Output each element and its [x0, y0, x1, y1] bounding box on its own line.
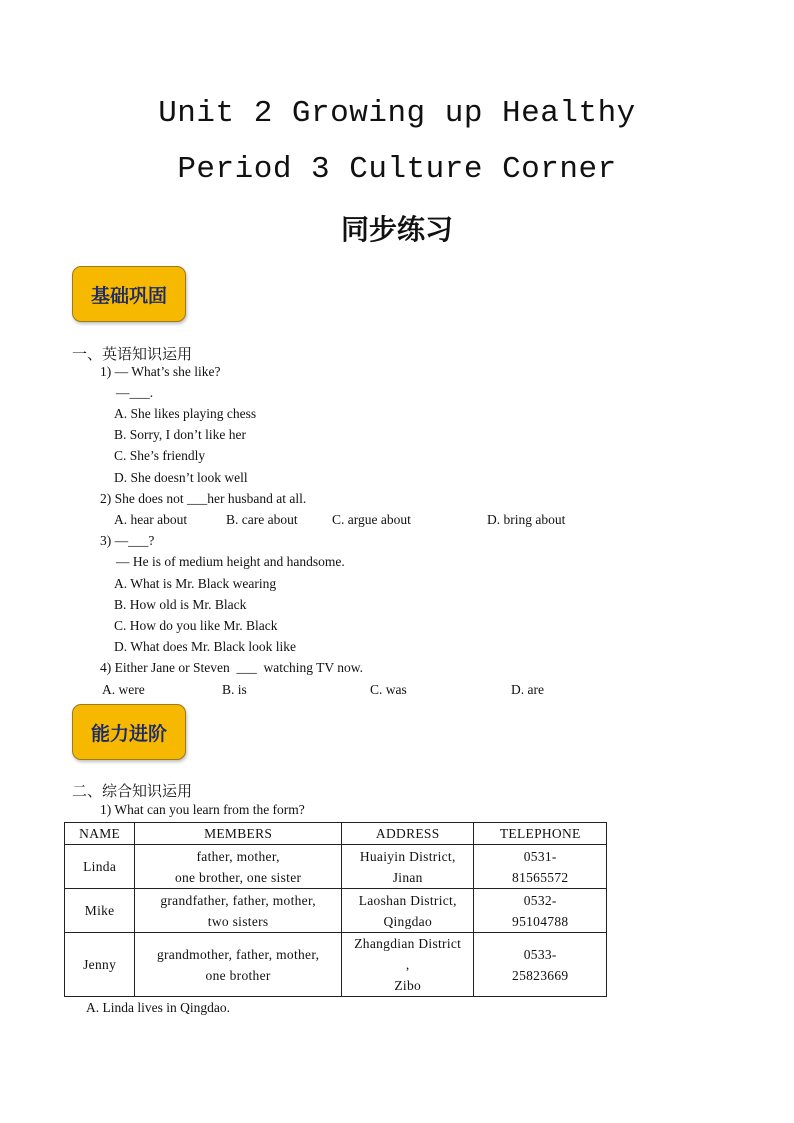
cell-members — [135, 889, 342, 933]
column-header-members: MEMBERS — [135, 823, 342, 845]
cell-line: 95104788 — [512, 913, 569, 929]
question-5-stem: 1) What can you learn from the form? — [100, 802, 305, 817]
cell-name: Mike — [65, 889, 135, 933]
section-badge-basic: 基础巩固 — [72, 266, 186, 322]
table-row — [65, 933, 607, 997]
family-info-table — [64, 822, 607, 997]
question-2-option-a: A. hear about — [114, 512, 188, 527]
question-2-stem: 2) She does not ___her husband at all. — [100, 491, 307, 506]
cell-line: grandfather, father, mother, — [160, 892, 316, 908]
cell-line: 25823669 — [512, 967, 569, 983]
cell-line: 0533- — [523, 946, 557, 962]
question-1-option-c: C. She’s friendly — [114, 448, 206, 463]
cell-telephone — [474, 933, 607, 997]
table-row — [65, 845, 607, 889]
question-3-reply: — He is of medium height and handsome. — [116, 554, 345, 569]
question-1-option-b: B. Sorry, I don’t like her — [114, 427, 246, 442]
cell-line: , — [405, 957, 410, 972]
question-4-option-c: C. was — [370, 682, 407, 697]
column-header-name: NAME — [65, 823, 135, 845]
question-3-option-d: D. What does Mr. Black look like — [114, 639, 296, 654]
question-1-option-a: A. She likes playing chess — [114, 406, 257, 421]
cell-line: Qingdao — [383, 913, 433, 929]
cell-address — [342, 889, 474, 933]
cell-address — [342, 933, 474, 997]
page-subtitle: Period 3 Culture Corner — [177, 152, 617, 187]
exercise-heading: 同步练习 — [340, 213, 453, 246]
table-row — [65, 889, 607, 933]
cell-name: Linda — [65, 845, 135, 889]
question-3-stem: 3) —___? — [100, 533, 155, 548]
question-4-option-a: A. were — [102, 682, 145, 697]
question-3-option-c: C. How do you like Mr. Black — [114, 618, 278, 633]
question-1-stem: 1) — What’s she like? — [100, 364, 221, 379]
question-5-option-a: A. Linda lives in Qingdao. — [86, 1000, 230, 1015]
cell-telephone — [474, 889, 607, 933]
section-heading-1: 一、英语知识运用 — [72, 345, 193, 363]
cell-line: Zhangdian District — [354, 936, 462, 951]
cell-line: 0532- — [523, 892, 557, 908]
column-header-telephone: TELEPHONE — [474, 823, 607, 845]
cell-line: two sisters — [207, 913, 269, 929]
cell-line: father, mother, — [196, 848, 280, 864]
cell-line: one brother, one sister — [174, 869, 302, 885]
question-2-option-c: C. argue about — [332, 512, 411, 527]
question-1-reply: —___. — [116, 385, 154, 400]
column-header-address: ADDRESS — [342, 823, 474, 845]
table-header-row — [65, 823, 607, 845]
question-3-option-b: B. How old is Mr. Black — [114, 597, 247, 612]
page-title: Unit 2 Growing up Healthy — [158, 96, 636, 131]
question-1-option-d: D. She doesn’t look well — [114, 470, 248, 485]
cell-line: grandmother, father, mother, — [156, 946, 320, 962]
question-4-option-d: D. are — [511, 682, 544, 697]
question-3-option-a: A. What is Mr. Black wearing — [114, 576, 277, 591]
cell-members — [135, 845, 342, 889]
cell-line: 81565572 — [512, 869, 569, 885]
cell-line: Jinan — [392, 869, 423, 885]
cell-name: Jenny — [65, 933, 135, 997]
cell-line: one brother — [205, 967, 271, 983]
cell-line: Huaiyin District, — [359, 848, 456, 864]
question-2-option-d: D. bring about — [487, 512, 566, 527]
section-heading-2: 二、综合知识运用 — [72, 782, 193, 800]
cell-address — [342, 845, 474, 889]
question-4-stem: 4) Either Jane or Steven ___ watching TV now. — [100, 660, 363, 675]
question-4-option-b: B. is — [222, 682, 247, 697]
cell-telephone — [474, 845, 607, 889]
cell-members — [135, 933, 342, 997]
question-2-option-b: B. care about — [226, 512, 298, 527]
section-badge-advanced: 能力进阶 — [72, 704, 186, 760]
cell-line: 0531- — [523, 848, 557, 864]
cell-line: Laoshan District, — [358, 892, 457, 908]
cell-line: Zibo — [394, 978, 422, 993]
